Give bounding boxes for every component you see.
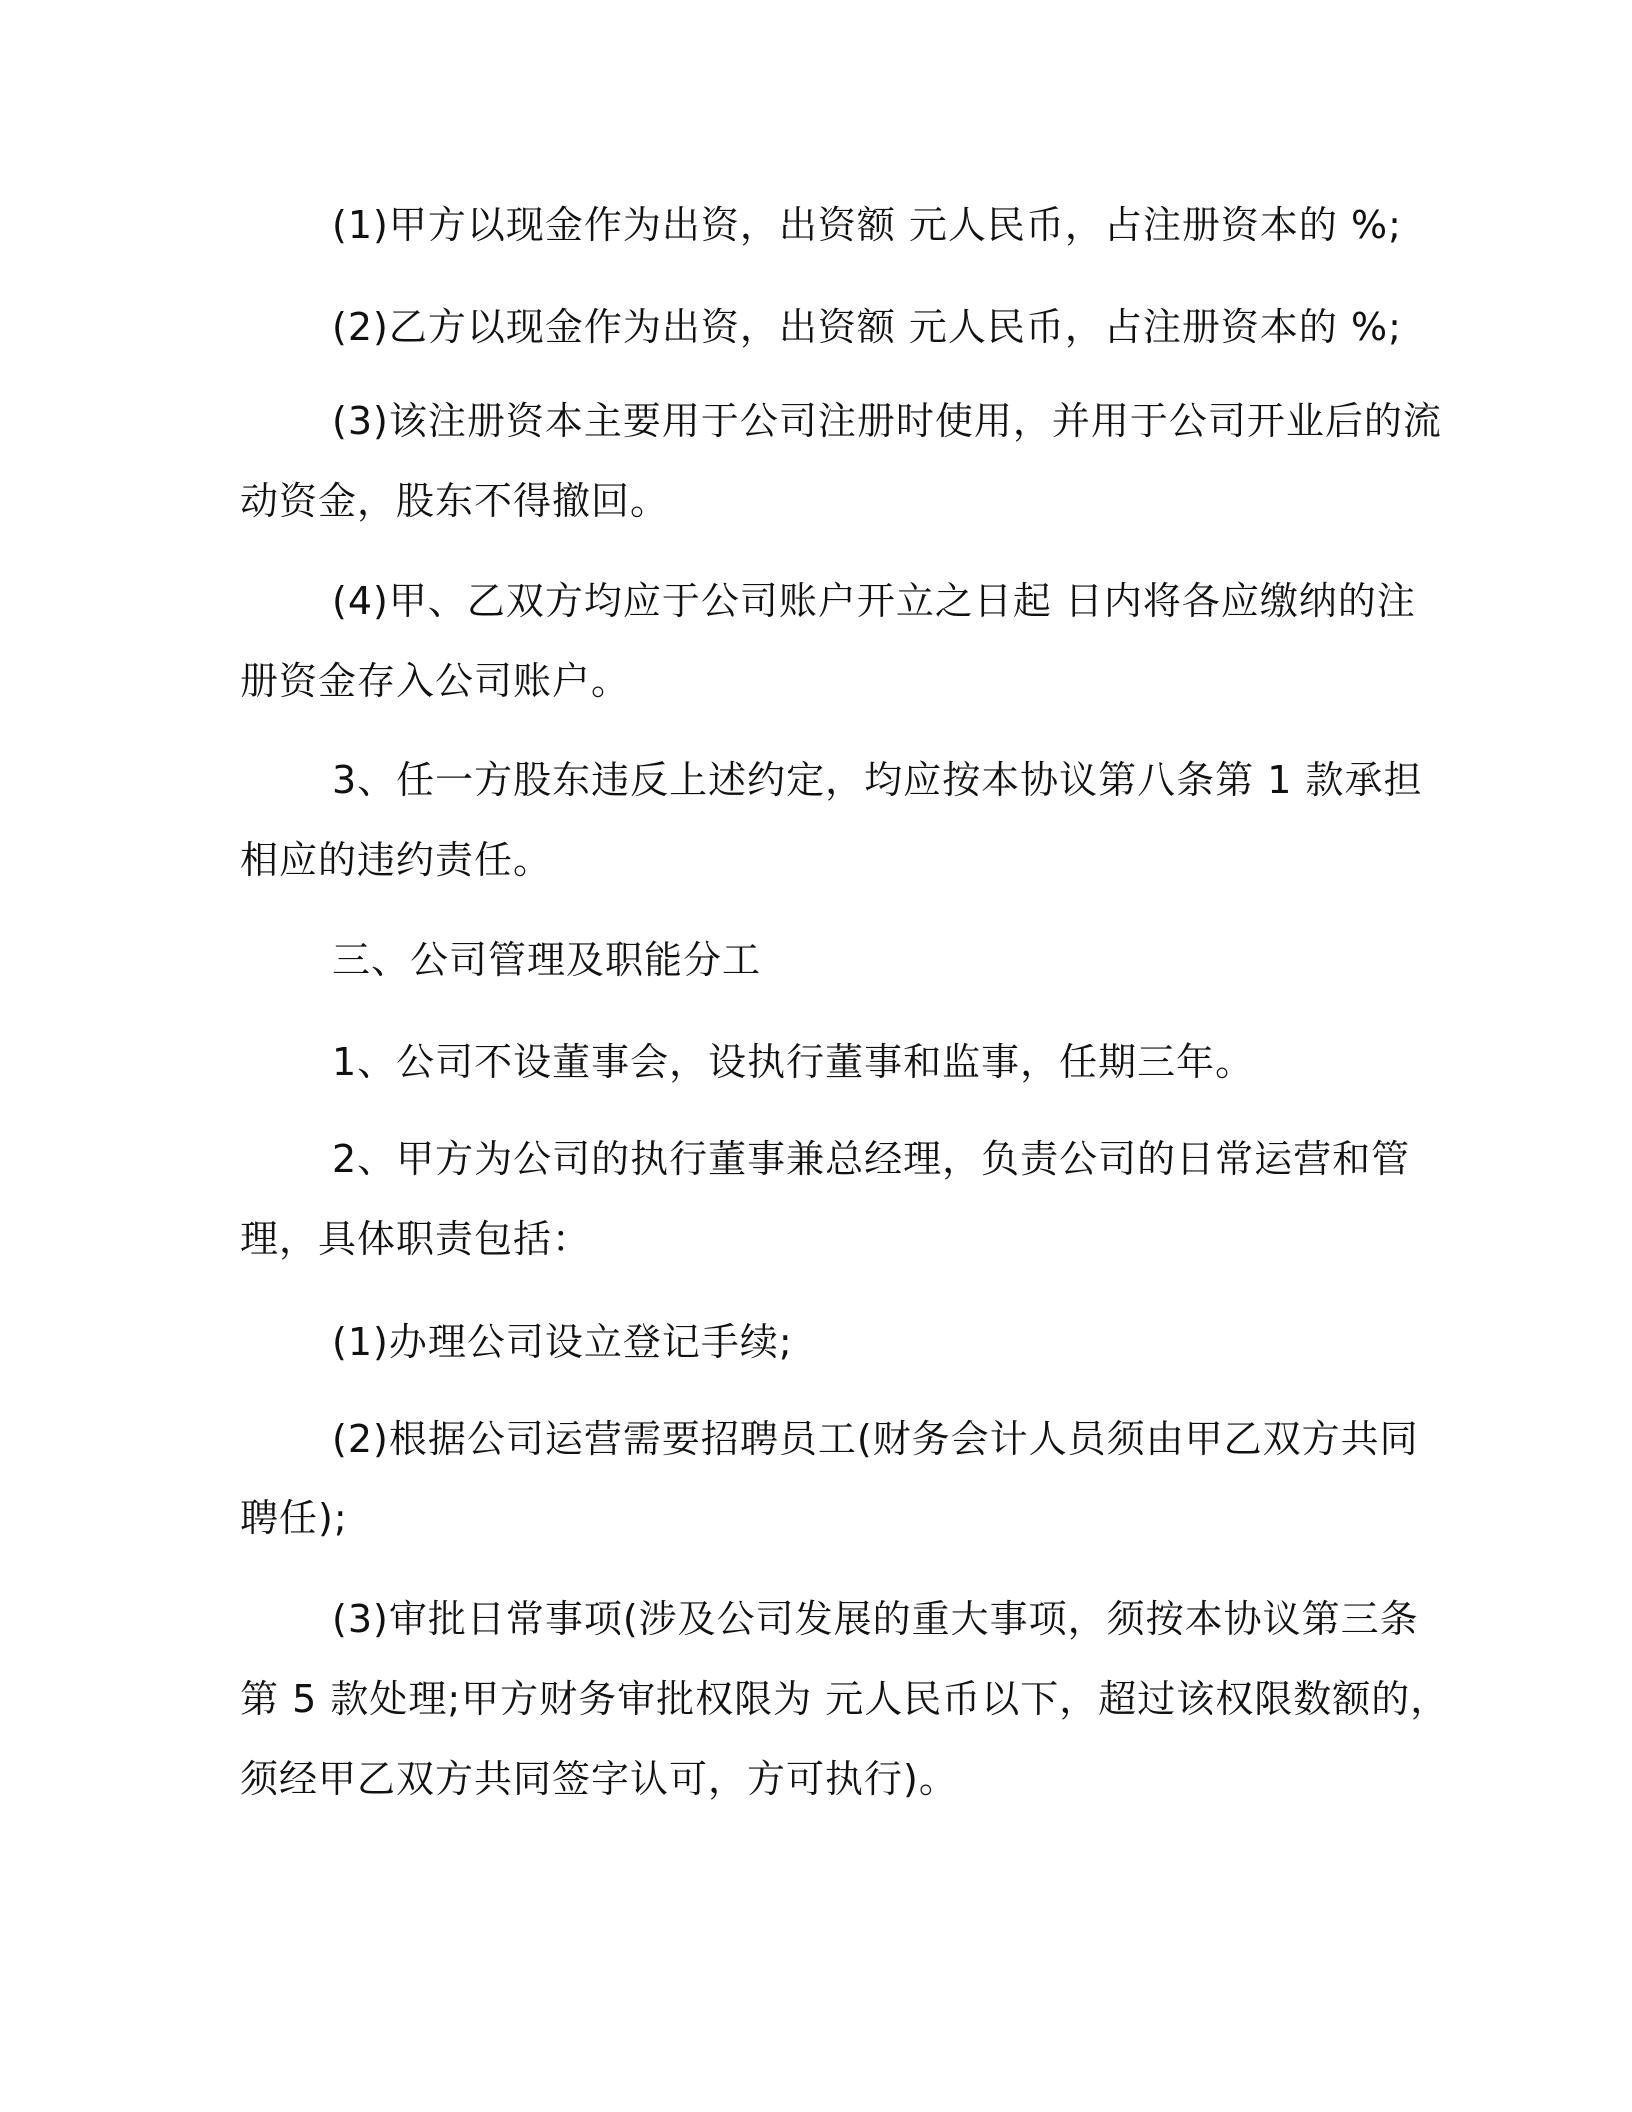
paragraph-11-line-1: (3)审批日常事项(涉及公司发展的重大事项，须按本协议第三条 (332, 1597, 1419, 1641)
paragraph-9-line-1: (1)办理公司设立登记手续; (332, 1320, 793, 1364)
paragraph-5-line-2: 相应的违约责任。 (240, 838, 553, 882)
paragraph-8-line-2: 理，具体职责包括： (240, 1217, 592, 1261)
paragraph-4-line-2: 册资金存入公司账户。 (240, 659, 631, 703)
paragraph-11-line-3: 须经甲乙双方共同签字认可，方可执行)。 (240, 1757, 958, 1801)
paragraph-2-line-1: (2)乙方以现金作为出资，出资额 元人民币，占注册资本的 %; (332, 305, 1402, 349)
paragraph-7-line-1: 1、公司不设董事会，设执行董事和监事，任期三年。 (332, 1040, 1255, 1084)
paragraph-11-line-2: 第 5 款处理;甲方财务审批权限为 元人民币以下，超过该权限数额的， (240, 1677, 1450, 1721)
paragraph-1-line-1: (1)甲方以现金作为出资，出资额 元人民币，占注册资本的 %; (332, 203, 1402, 247)
paragraph-10-line-2: 聘任); (240, 1496, 348, 1540)
section-heading: 三、公司管理及职能分工 (332, 938, 762, 982)
paragraph-3-line-2: 动资金，股东不得撤回。 (240, 479, 670, 523)
paragraph-4-line-1: (4)甲、乙双方均应于公司账户开立之日起 日内将各应缴纳的注 (332, 579, 1416, 623)
paragraph-10-line-1: (2)根据公司运营需要招聘员工(财务会计人员须由甲乙双方共同 (332, 1417, 1419, 1461)
paragraph-5-line-1: 3、任一方股东违反上述约定，均应按本协议第八条第 1 款承担 (332, 758, 1423, 802)
paragraph-8-line-1: 2、甲方为公司的执行董事兼总经理，负责公司的日常运营和管 (332, 1137, 1411, 1181)
paragraph-3-line-1: (3)该注册资本主要用于公司注册时使用，并用于公司开业后的流 (332, 399, 1442, 443)
